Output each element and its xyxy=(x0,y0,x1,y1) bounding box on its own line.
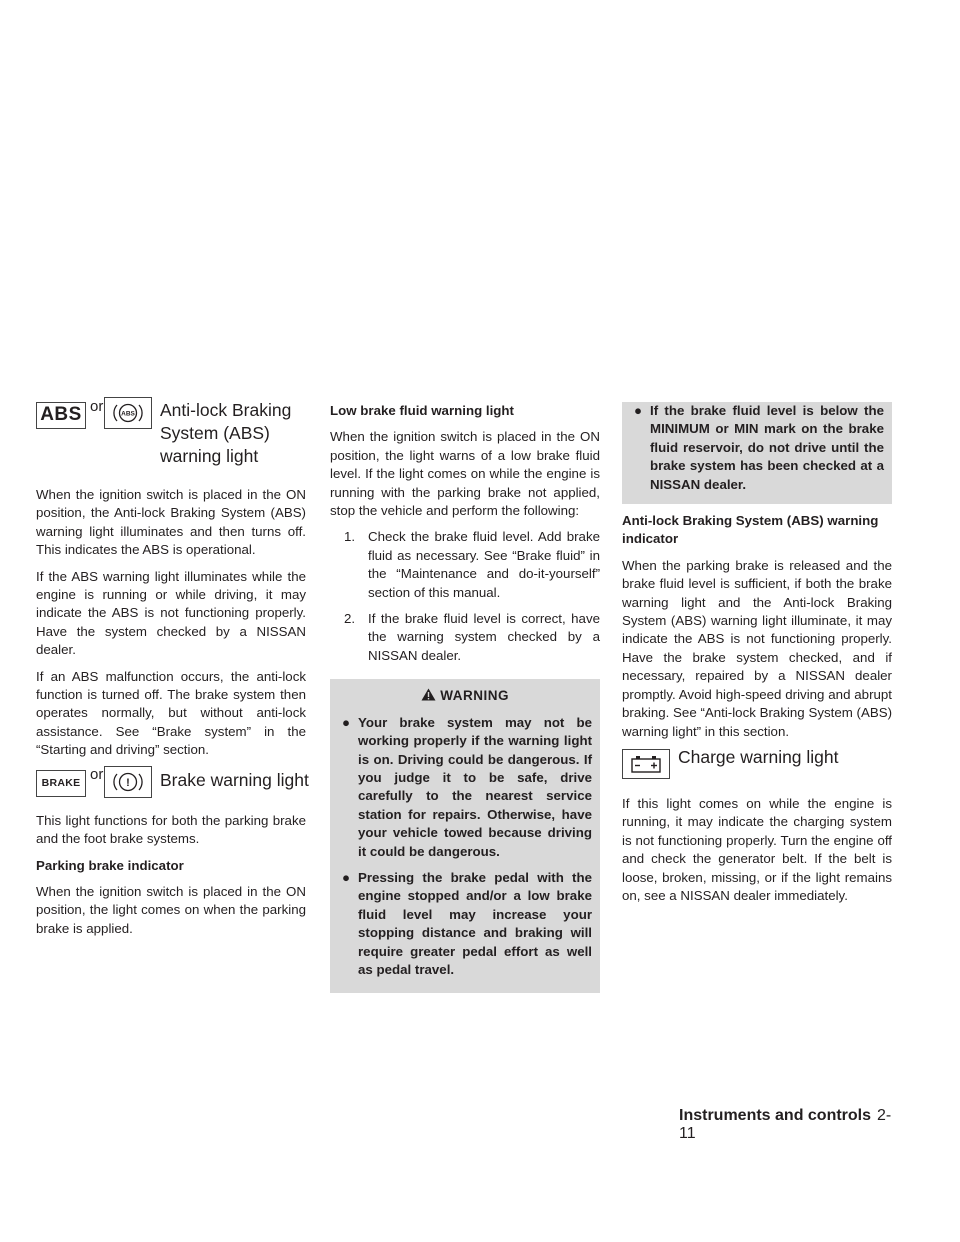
low-fluid-text: When the ignition switch is placed in the ON position, the light warns of a low brake fluid level. If the light comes on while the engine is running with the parking brake not applied, stop the vehicle and perform the following: xyxy=(330,429,600,519)
column-middle xyxy=(330,402,600,993)
bullet-icon: ● xyxy=(634,403,643,418)
charge-text: If this light comes on while the engine is running, it may indicate the charging system is not functioning properly. Turn the engine off and check the generator belt. If the belt is loose, broken, missing, or if the light remains on, see a NISSAN dealer immediately. xyxy=(622,795,892,903)
abs-paragraph: If the ABS warning light illuminates while the engine is running or while driving, it may indicate the ABS is not functioning properly. Have the system checked by a NISSAN dealer. xyxy=(36,568,306,658)
or-label: or xyxy=(90,765,104,783)
list-item: 2. If the brake fluid level is correct, have the warning system checked by a NISSAN dealer. xyxy=(344,611,600,663)
abs-indicator-heading: Anti-lock Braking System (ABS) warning indicator xyxy=(622,513,879,547)
warning-title: WARNING xyxy=(338,687,592,705)
brake-warning-heading xyxy=(36,765,309,802)
brake-heading-text: Brake warning light xyxy=(160,769,309,790)
low-fluid-heading: Low brake fluid warning light xyxy=(330,403,514,418)
charge-heading-text: Charge warning light xyxy=(678,746,839,767)
abs-heading-text: Anti-lock Braking System (ABS) warning light xyxy=(160,400,292,466)
brake-steps-list xyxy=(330,528,600,665)
list-item: 1. Check the brake fluid level. Add brake fluid as necessary. See “Brake fluid” in the “Maintenance and do-it-yourself” section of this manual. xyxy=(344,529,600,600)
svg-text:ABS: ABS xyxy=(121,410,135,418)
abs-circle-lamp-icon xyxy=(104,397,152,429)
svg-text:!: ! xyxy=(126,776,130,789)
abs-indicator-text: When the parking brake is released and the brake fluid level is sufficient, if both the brake warning light and the Anti-lock Braking System (ABS) warning light illuminate, it may indicate the ABS is not functioning properly. Have the brake system checked, and if necessary, repaired by a NISSAN dealer promptly. Avoid high-speed driving and abrupt braking. See “Anti-lock Braking System (ABS) warning light” in this section. xyxy=(622,557,892,739)
list-item: ● Your brake system may not be working properly if the warning light is on. Driving could be dangerous. If you judge it to be safe, drive carefully to the nearest service station for repairs. Otherwise, have your vehicle towed because driving it could be dangerous. xyxy=(342,714,592,859)
footer-section-title: Instruments and controls xyxy=(679,1107,872,1124)
warning-list xyxy=(338,714,592,980)
brake-exclamation-icon xyxy=(113,769,143,795)
column-left xyxy=(36,398,309,946)
warning-triangle-icon xyxy=(421,688,436,701)
abs-paragraph: When the ignition switch is placed in the ON position, the Anti-lock Braking System (ABS) warning light illuminates and then turns off. This indicates the ABS is operational. xyxy=(36,487,306,558)
warning-box xyxy=(330,679,600,993)
battery-icon xyxy=(630,754,662,774)
warning-box-continued xyxy=(622,402,892,504)
parking-brake-text: When the ignition switch is placed in the ON position, the light comes on when the parking brake is applied. xyxy=(36,883,306,936)
brake-intro: This light functions for both the parking brake and the foot brake systems. xyxy=(36,812,306,847)
list-item: ● If the brake fluid level is below the MINIMUM or MIN mark on the brake fluid reservoir, do not drive until the brake system has been checked at a NISSAN dealer. xyxy=(634,403,884,492)
charge-warning-heading xyxy=(622,746,892,785)
list-item: ● Pressing the brake pedal with the engine stopped and/or a low brake fluid level may increase your stopping distance and braking will require greater pedal effort as well as pedal travel. xyxy=(342,869,592,977)
page-footer xyxy=(679,1107,894,1143)
page-number: 2-11 xyxy=(679,1107,892,1142)
abs-paragraph: If an ABS malfunction occurs, the anti-lock function is turned off. The brake system then operates normally, but without anti-lock assistance. See “Brake system” in the “Starting and driving” section. xyxy=(36,668,306,758)
abs-circle-icon xyxy=(113,400,143,426)
warning-list xyxy=(630,402,884,494)
bullet-icon: ● xyxy=(342,714,351,730)
or-label: or xyxy=(90,398,104,415)
abs-text-lamp-icon: ABS xyxy=(36,402,86,429)
brake-text-lamp-icon: BRAKE xyxy=(36,770,86,797)
brake-circle-lamp-icon xyxy=(104,766,152,798)
parking-brake-heading: Parking brake indicator xyxy=(36,857,184,873)
column-right xyxy=(622,402,892,913)
bullet-icon: ● xyxy=(342,869,351,885)
battery-lamp-icon xyxy=(622,749,670,779)
abs-warning-heading xyxy=(36,398,306,476)
